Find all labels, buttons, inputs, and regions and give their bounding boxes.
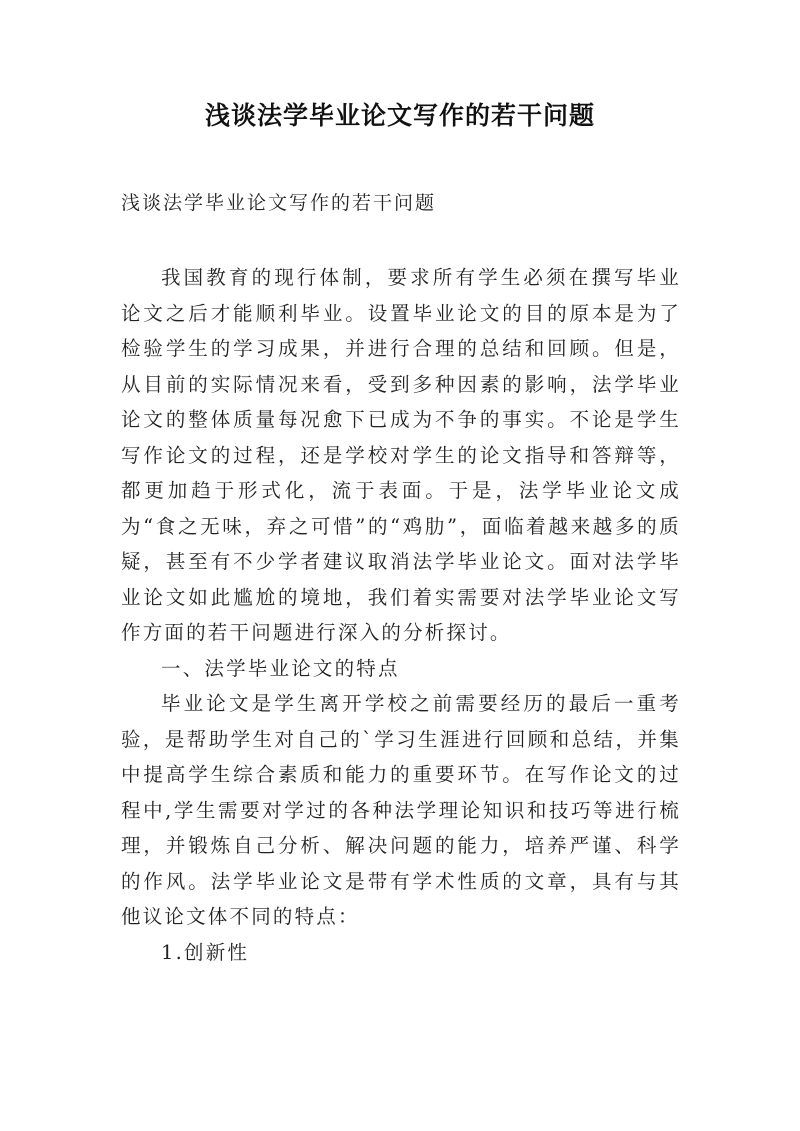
section-heading-characteristics: 一、法学毕业论文的特点 — [161, 656, 400, 680]
document-body — [121, 260, 681, 970]
document-subtitle: 浅谈法学毕业论文写作的若干问题 — [121, 192, 437, 214]
subheading-innovation: 1.创新性 — [161, 940, 250, 964]
document-title: 浅谈法学毕业论文写作的若干问题 — [204, 101, 595, 130]
paragraph-characteristics: 毕业论文是学生离开学校之前需要经历的最后一重考验，是帮助学生对自己的`学习生涯进行回顾和总结，并集中提高学生综合素质和能力的重要环节。在写作论文的过程中,学生需要对学过的各种法学理论知识和技巧等进行梳理，并锻炼自己分析、解决问题的能力，培养严谨、科学的作风。法学毕业论文是带有学术性质的文章，具有与其他议论文体不同的特点： — [121, 692, 681, 928]
paragraph-intro: 我国教育的现行体制，要求所有学生必须在撰写毕业论文之后才能顺利毕业。设置毕业论文的目的原本是为了检验学生的学习成果，并进行合理的总结和回顾。但是，从目前的实际情况来看，受到多种因素的影响，法学毕业论文的整体质量每况愈下已成为不争的事实。不论是学生写作论文的过程，还是学校对学生的论文指导和答辩等，都更加趋于形式化，流于表面。于是，法学毕业论文成为“食之无味，弃之可惜”的“鸡肋”，面临着越来越多的质疑，甚至有不少学者建议取消法学毕业论文。面对法学毕业论文如此尴尬的境地，我们着实需要对法学毕业论文写作方面的若干问题进行深入的分析探讨。 — [121, 266, 681, 644]
